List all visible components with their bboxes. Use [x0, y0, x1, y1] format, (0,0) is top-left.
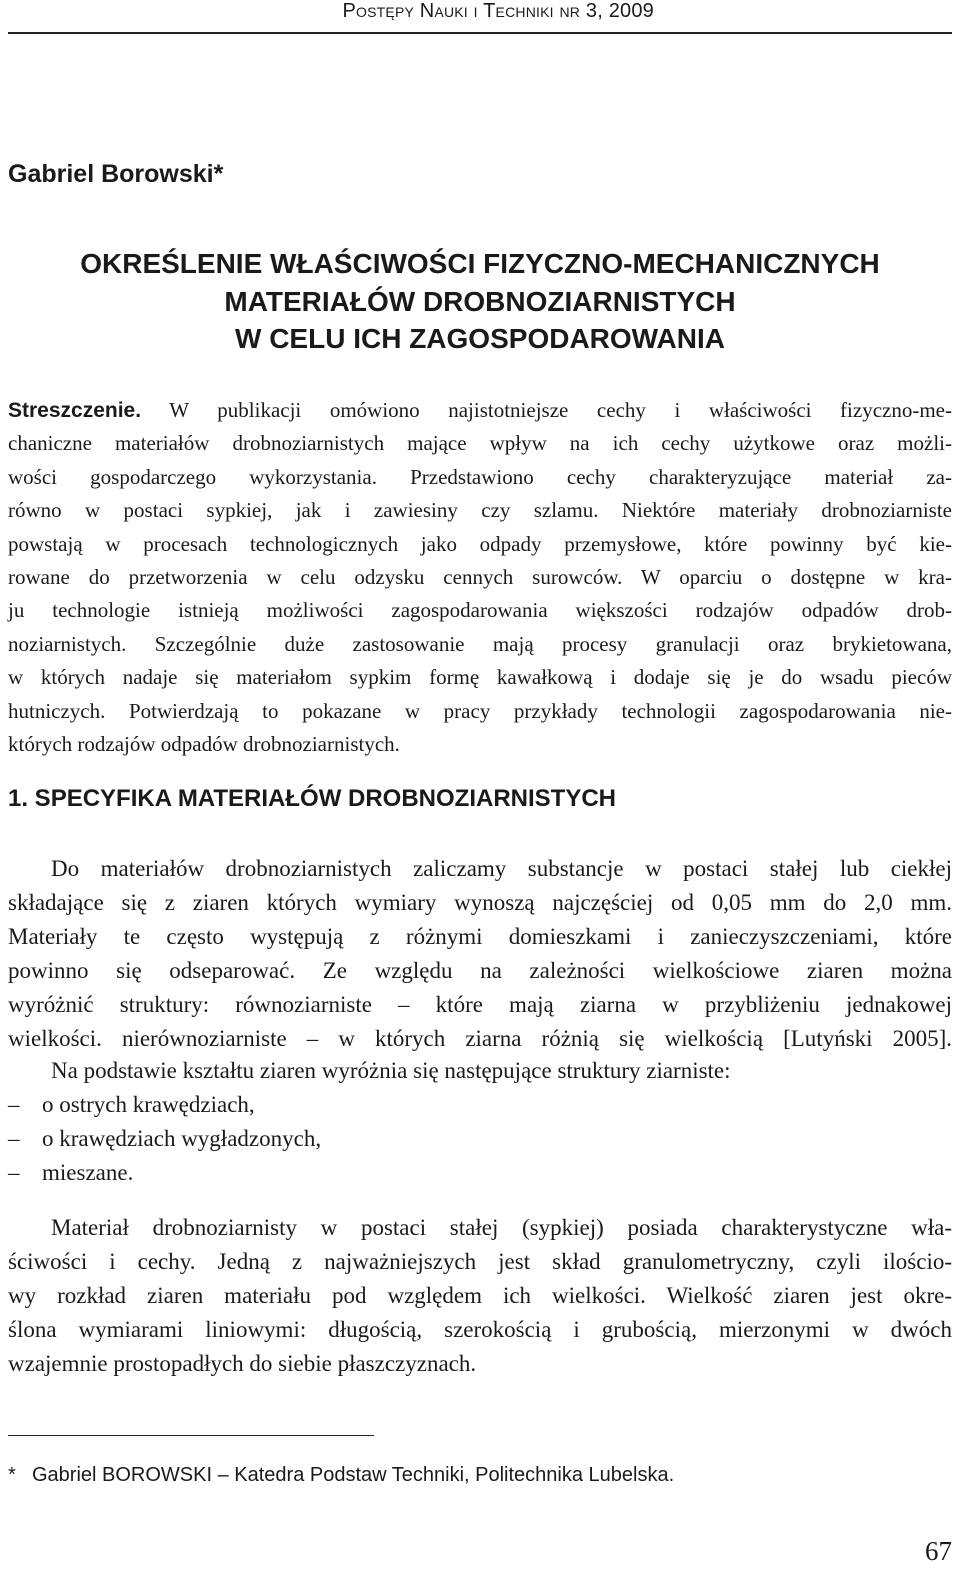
title-line: OKREŚLENIE WŁAŚCIWOŚCI FIZYCZNO-MECHANICZNYCH	[80, 248, 880, 279]
paragraph-line: wielkości. nierównoziarniste – w których ziarna różnią się wielkością [Lutyński 2005].	[8, 1026, 952, 1051]
paragraph-line: wy rozkład ziaren materiału pod względem ich wielkości. Wielkość ziaren jest okre-	[8, 1283, 952, 1308]
abstract-line: rowane do przetworzenia w celu odzysku cennych surowców. W oparciu o dostępne w kra-	[8, 565, 952, 590]
list-item-text: o ostrych krawędziach,	[42, 1092, 255, 1117]
abstract-line: wości gospodarczego wykorzystania. Przedstawiono cechy charakteryzujące materiał za-	[8, 464, 952, 489]
paragraph-line: wzajemnie prostopadłych do siebie płaszczyznach.	[8, 1351, 477, 1376]
page-number: 67	[925, 1536, 952, 1566]
abstract	[8, 394, 952, 761]
title-line: W CELU ICH ZAGOSPODAROWANIA	[235, 323, 725, 354]
paragraph-line: Materiał drobnoziarnisty w postaci stałej (sypkiej) posiada charakterystyczne wła-	[51, 1215, 952, 1240]
running-header: Postępy Nauki i Techniki nr 3, 2009	[342, 0, 654, 22]
footnote-text: Gabriel BOROWSKI – Katedra Podstaw Techniki, Politechnika Lubelska.	[32, 1464, 675, 1486]
paragraph-line: składające się z ziaren których wymiary wynoszą najczęściej od 0,05 mm do 2,0 mm.	[8, 890, 952, 915]
abstract-line: noziarnistych. Szczególnie duże zastosowanie mają procesy granulacji oraz brykietowana,	[8, 631, 952, 656]
abstract-line: chaniczne materiałów drobnoziarnistych mające wpływ na ich cechy użytkowe oraz możli-	[8, 431, 952, 456]
structure-list	[8, 1088, 321, 1190]
paragraph-1	[8, 852, 952, 1056]
paragraph-line: ślona wymiarami liniowymi: długością, szerokością i grubością, mierzonymi w dwóch	[8, 1317, 952, 1342]
abstract-line	[8, 394, 952, 427]
paragraph-line: ściwości i cechy. Jedną z najważniejszych jest skład granulometryczny, czyli ilościo-	[8, 1249, 952, 1274]
abstract-line: równo w postaci sypkiej, jak i zawiesiny czy szlamu. Niektóre materiały drobnoziarniste	[8, 498, 952, 523]
author-name: Gabriel Borowski*	[8, 160, 224, 188]
list-item-text: mieszane.	[42, 1160, 134, 1185]
abstract-line: w których nadaje się materiałom sypkim formę kawałkową i dodaje się je do wsadu pieców	[8, 665, 952, 690]
list-dash: –	[8, 1092, 20, 1117]
footnote	[8, 1464, 674, 1487]
header-rule	[8, 32, 952, 34]
list-item	[8, 1122, 321, 1156]
paragraph-line: Na podstawie kształtu ziaren wyróżnia się następujące struktury ziarniste:	[51, 1058, 731, 1083]
paragraph-line: wyróżnić struktury: równoziarniste – które mają ziarna w przybliżeniu jednakowej	[8, 992, 952, 1017]
abstract-line: hutniczych. Potwierdzają to pokazane w pracy przykłady technologii zagospodarowania nie-	[8, 698, 952, 723]
abstract-line: ju technologie istnieją możliwości zagospodarowania większości rodzajów odpadów drob-	[8, 598, 952, 623]
paragraph-line: powinno się odseparować. Ze względu na zależności wielkościowe ziaren można	[8, 958, 952, 983]
paragraph-3	[8, 1211, 952, 1381]
section-heading: 1. SPECYFIKA MATERIAŁÓW DROBNOZIARNISTYCH	[8, 785, 617, 812]
footnote-mark: *	[8, 1464, 16, 1486]
list-item	[8, 1088, 321, 1122]
abstract-line: powstają w procesach technologicznych jako odpady przemysłowe, które powinny być kie-	[8, 531, 952, 556]
abstract-line: których rodzajów odpadów drobnoziarnistych.	[8, 732, 400, 757]
paragraph-line: Materiały te często występują z różnymi domieszkami i zanieczyszczeniami, które	[8, 924, 952, 949]
list-item-text: o krawędziach wygładzonych,	[42, 1126, 322, 1151]
title-line: MATERIAŁÓW DROBNOZIARNISTYCH	[224, 285, 736, 317]
abstract-label: Streszczenie.	[8, 399, 142, 422]
paragraph-line: Do materiałów drobnoziarnistych zaliczamy substancje w postaci stałej lub ciekłej	[51, 856, 952, 881]
paragraph-2	[8, 1054, 952, 1088]
list-dash: –	[8, 1126, 20, 1151]
abstract-line-text: W publikacji omówiono najistotniejsze cechy i właściwości fizyczno-me-	[169, 398, 952, 422]
list-item	[8, 1156, 321, 1190]
footnote-rule	[8, 1435, 374, 1436]
article-title	[0, 245, 960, 358]
list-dash: –	[8, 1160, 20, 1185]
